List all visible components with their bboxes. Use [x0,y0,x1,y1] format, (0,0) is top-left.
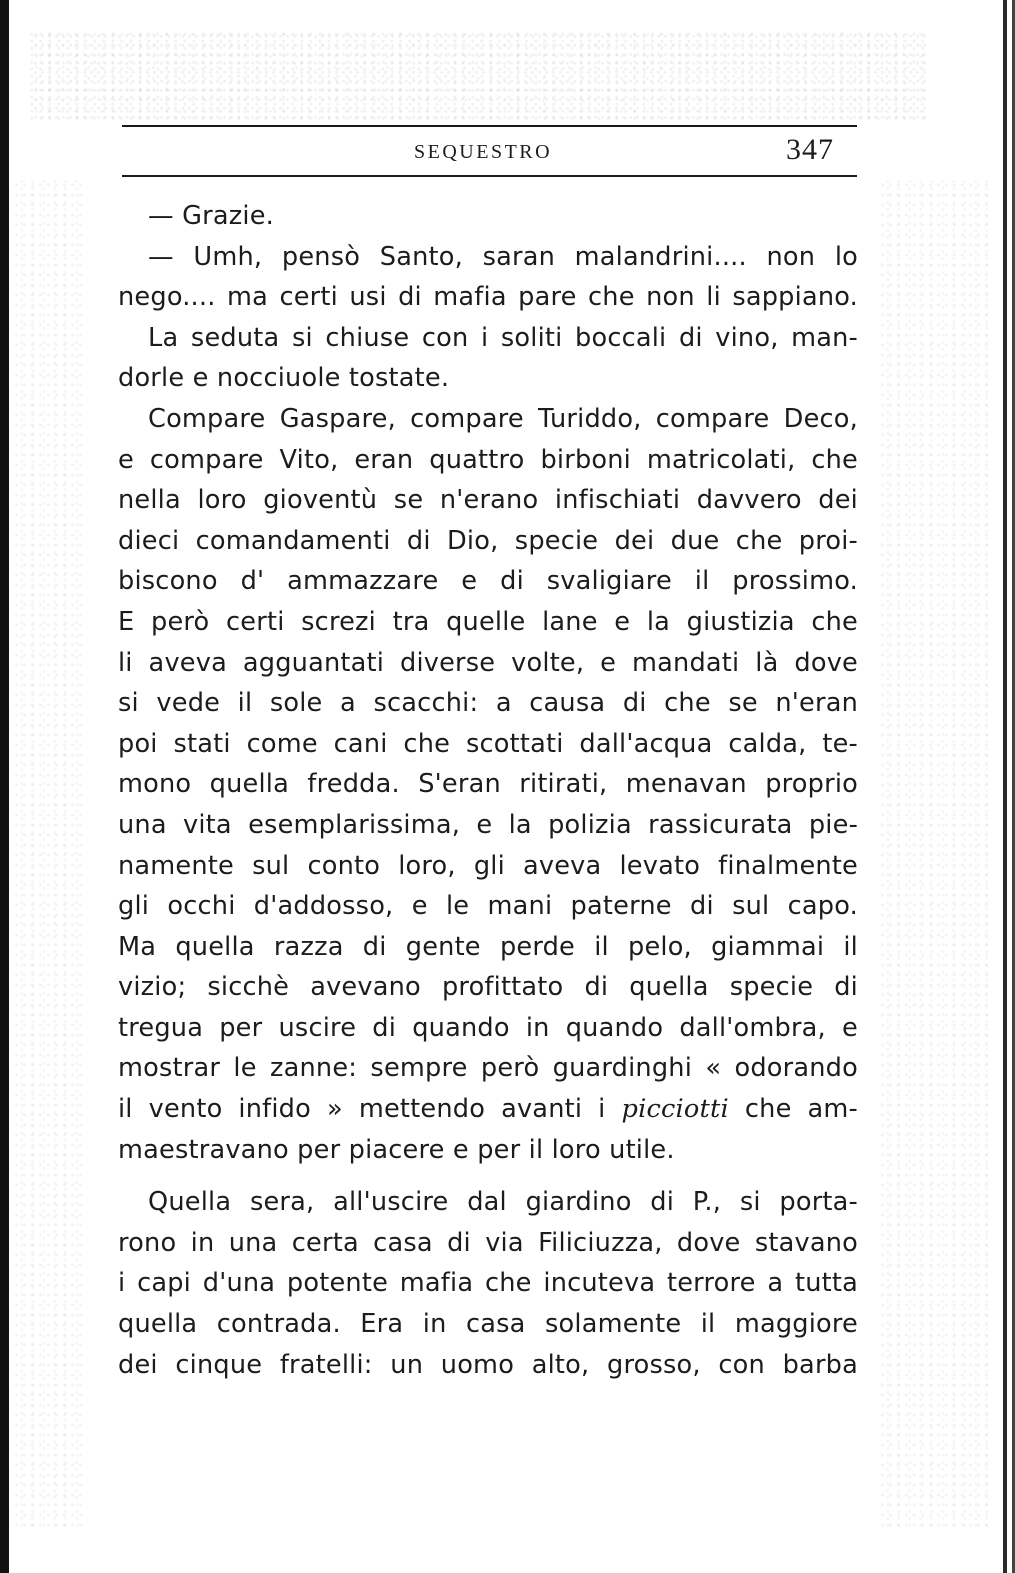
text-line: dieci comandamenti di Dio, specie dei due che proi- [118,525,858,556]
text-line: gli occhi d'addosso, e le mani paterne di sul capo. [118,891,858,922]
text-line: biscono d' ammazzare e di svaligiare il prossimo. [118,566,858,597]
text-line: — Umh, pensò Santo, saran malandrini.... non lo [148,241,858,272]
text-segment: il vento infido » mettendo avanti i [118,1094,606,1125]
text-line: mostrar le zanne: sempre però guardinghi « odorando [118,1053,858,1084]
text-line: si vede il sole a scacchi: a causa di che se n'eran [118,688,858,719]
text-line: Ma quella razza di gente perde il pelo, giammai il [118,931,858,962]
text-line-italic-mixed [118,1089,858,1130]
text-line: li aveva agguantati diverse volte, e mandati là dove [118,647,858,678]
text-segment: che am- [744,1094,858,1125]
header-rule-top [122,125,857,127]
text-line: — Grazie. [148,201,274,231]
text-line: quella contrada. Era in casa solamente il maggiore [118,1309,858,1340]
page-number: 347 [786,133,834,166]
text-line: La seduta si chiuse con i soliti boccali di vino, man- [148,322,858,353]
text-line: una vita esemplarissima, e la polizia rassicurata pie- [118,809,858,840]
text-line: nella loro gioventù se n'erano infischiati davvero dei [118,485,858,516]
scan-edge-left [0,0,9,1573]
text-line: E però certi screzi tra quelle lane e la giustizia che [118,606,858,637]
text-line: Quella sera, all'uscire dal giardino di P., si porta- [148,1187,858,1218]
header-rule-bottom [122,175,857,177]
scan-noise-left [14,180,84,1530]
scan-noise-top [30,30,930,120]
scan-noise-right [880,180,990,1530]
text-line: Compare Gaspare, compare Turiddo, compare Deco, [148,403,858,434]
running-title: SEQUESTRO [414,141,553,163]
text-line: dei cinque fratelli: un uomo alto, grosso, con barba [118,1349,858,1380]
text-line: mono quella fredda. S'eran ritirati, menavan proprio [118,769,858,800]
text-line: namente sul conto loro, gli aveva levato finalmente [118,850,858,881]
italic-word: picciotti [621,1094,729,1125]
page-body [118,196,858,1385]
scan-edge-right [1003,0,1007,1573]
text-line: dorle e nocciuole tostate. [118,363,450,394]
text-line: nego.... ma certi usi di mafia pare che non li sappiano. [118,282,858,313]
text-line: poi stati come cani che scottati dall'acqua calda, te- [118,728,858,759]
text-line: maestravano per piacere e per il loro utile. [118,1134,675,1165]
text-line: i capi d'una potente mafia che incuteva terrore a tutta [118,1268,858,1299]
text-line: tregua per uscire di quando in quando dall'ombra, e [118,1012,858,1043]
text-line: vizio; sicchè avevano profittato di quella specie di [118,972,858,1003]
text-line: e compare Vito, eran quattro birboni matricolati, che [118,444,858,475]
text-line: rono in una certa casa di via Filiciuzza, dove stavano [118,1227,858,1258]
